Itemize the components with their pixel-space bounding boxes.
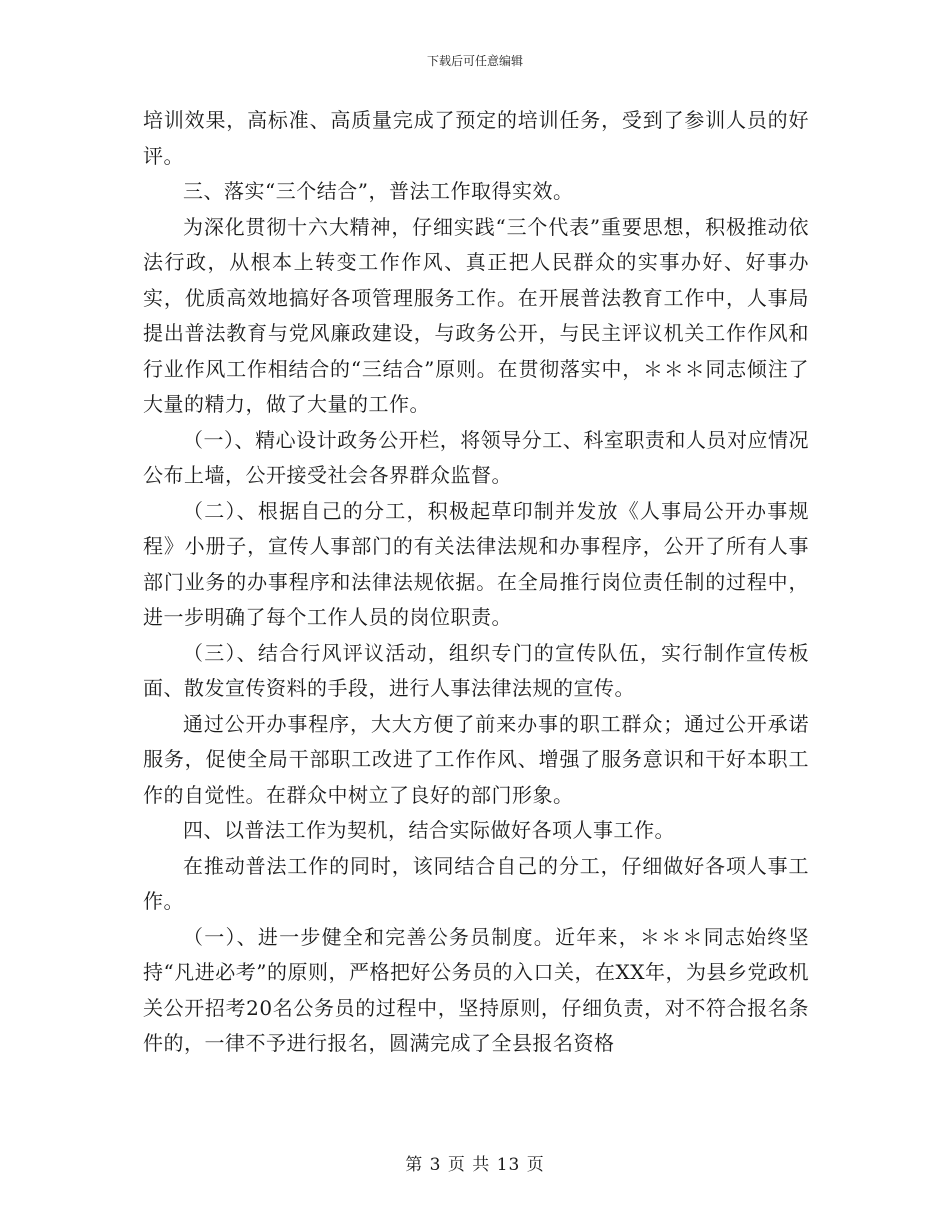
paragraph: 培训效果，高标准、高质量完成了预定的培训任务，受到了参训人员的好评。 <box>143 108 809 168</box>
paragraph: 通过公开办事程序，大大方便了前来办事的职工群众；通过公开承诺服务，促使全局干部职工改进了工作作风、增强了服务意识和干好本职工作的自觉性。在群众中树立了良好的部门形象。 <box>143 711 809 807</box>
paragraph: 为深化贯彻十六大精神，仔细实践“三个代表”重要思想，积极推动依法行政，从根本上转变工作作风、真正把人民群众的实事办好、好事办实，优质高效地搞好各项管理服务工作。在开展普法教育工作中，人事局提出普法教育与党风廉政建设，与政务公开，与民主评议机关工作作风和行业作风工作相结合的“三结合”原则。在贯彻落实中，＊＊＊同志倾注了大量的精力，做了大量的工作。 <box>143 214 809 416</box>
section-heading: 三、落实“三个结合”，普法工作取得实效。 <box>183 179 574 203</box>
paragraph: （三）、结合行风评议活动，组织专门的宣传队伍，实行制作宣传板面、散发宣传资料的手段，进行人事法律法规的宣传。 <box>143 640 809 700</box>
paragraph: （一）、进一步健全和完善公务员制度。近年来，＊＊＊同志始终坚持“凡进必考”的原则，严格把好公务员的入口关，在XX年，为县乡党政机关公开招考20名公务员的过程中，坚持原则，仔细负责，对不符合报名条件的，一律不予进行报名，圆满完成了全县报名资格 <box>143 924 809 1055</box>
paragraph: 在推动普法工作的同时，该同结合自己的分工，仔细做好各项人事工作。 <box>143 853 809 913</box>
page-number: 第 3 页 共 13 页 <box>405 1155 545 1175</box>
page-header-note: 下载后可任意编辑 <box>426 54 523 68</box>
paragraph: （二）、根据自己的分工，积极起草印制并发放《人事局公开办事规程》小册子，宣传人事部门的有关法律法规和办事程序，公开了所有人事部门业务的办事程序和法律法规依据。在全局推行岗位责任制的过程中，进一步明确了每个工作人员的岗位职责。 <box>143 498 809 629</box>
section-heading: 四、以普法工作为契机，结合实际做好各项人事工作。 <box>183 818 675 842</box>
paragraph: （一）、精心设计政务公开栏，将领导分工、科室职责和人员对应情况公布上墙，公开接受社会各界群众监督。 <box>143 427 809 487</box>
document-body <box>143 103 809 1062</box>
